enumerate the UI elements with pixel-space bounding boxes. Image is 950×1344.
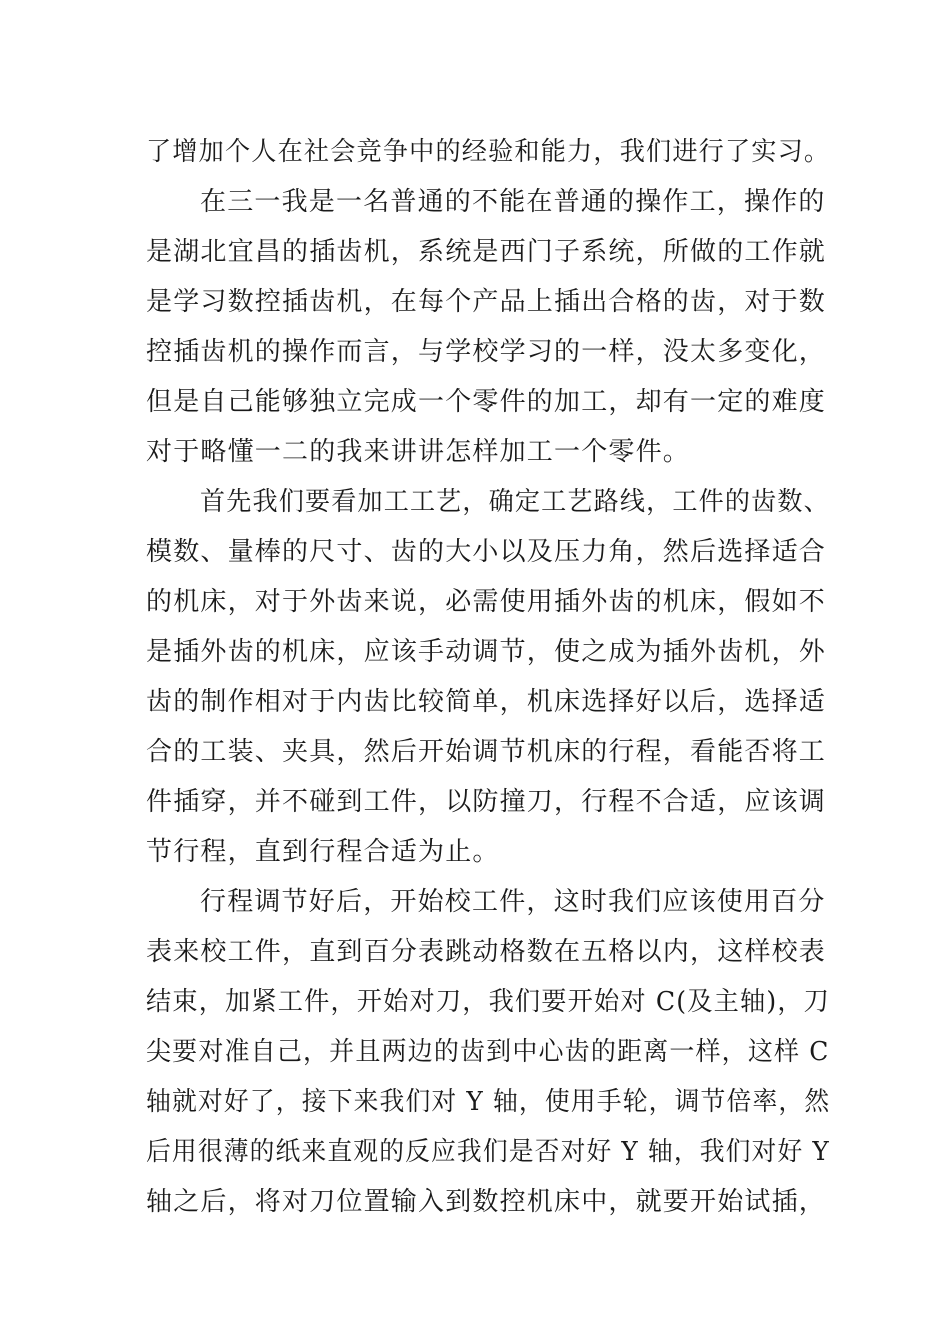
text-line: 轴就对好了，接下来我们对 Y 轴，使用手轮，调节倍率，然 (146, 1087, 831, 1117)
text-line: 合的工装、夹具，然后开始调节机床的行程，看能否将工 (146, 737, 827, 767)
text-line: 模数、量棒的尺寸、齿的大小以及压力角，然后选择适合 (146, 537, 827, 567)
text-line: 表来校工件，直到百分表跳动格数在五格以内，这样校表 (146, 937, 827, 967)
text-line: 对于略懂一二的我来讲讲怎样加工一个零件。 (146, 437, 691, 467)
text-line: 是学习数控插齿机，在每个产品上插出合格的齿，对于数 (146, 287, 827, 317)
text-line: 是湖北宜昌的插齿机，系统是西门子系统，所做的工作就 (146, 237, 827, 267)
paragraph-start-line: 首先我们要看加工工艺，确定工艺路线，工件的齿数、 (200, 487, 830, 517)
text-line: 轴之后，将对刀位置输入到数控机床中，就要开始试插， (146, 1187, 827, 1217)
text-line: 但是自己能够独立完成一个零件的加工，却有一定的难度 (146, 387, 827, 417)
paragraph-start-line: 行程调节好后，开始校工件，这时我们应该使用百分 (200, 887, 826, 917)
text-line: 结束，加紧工件，开始对刀，我们要开始对 C(及主轴)，刀 (146, 987, 831, 1017)
text-line: 控插齿机的操作而言，与学校学习的一样，没太多变化， (146, 337, 827, 367)
text-line: 齿的制作相对于内齿比较简单，机床选择好以后，选择适 (146, 687, 827, 717)
text-line: 尖要对准自己，并且两边的齿到中心齿的距离一样，这样 C (146, 1037, 830, 1067)
text-line: 节行程，直到行程合适为止。 (146, 837, 500, 867)
paragraph-start-line: 在三一我是一名普通的不能在普通的操作工，操作的 (200, 187, 826, 217)
text-line: 了增加个人在社会竞争中的经验和能力，我们进行了实习。 (146, 137, 831, 167)
text-line: 件插穿，并不碰到工件，以防撞刀，行程不合适，应该调 (146, 787, 827, 817)
text-line: 是插外齿的机床，应该手动调节，使之成为插外齿机，外 (146, 637, 827, 667)
text-line: 后用很薄的纸来直观的反应我们是否对好 Y 轴，我们对好 Y (146, 1137, 830, 1167)
text-line: 的机床，对于外齿来说，必需使用插外齿的机床，假如不 (146, 587, 827, 617)
